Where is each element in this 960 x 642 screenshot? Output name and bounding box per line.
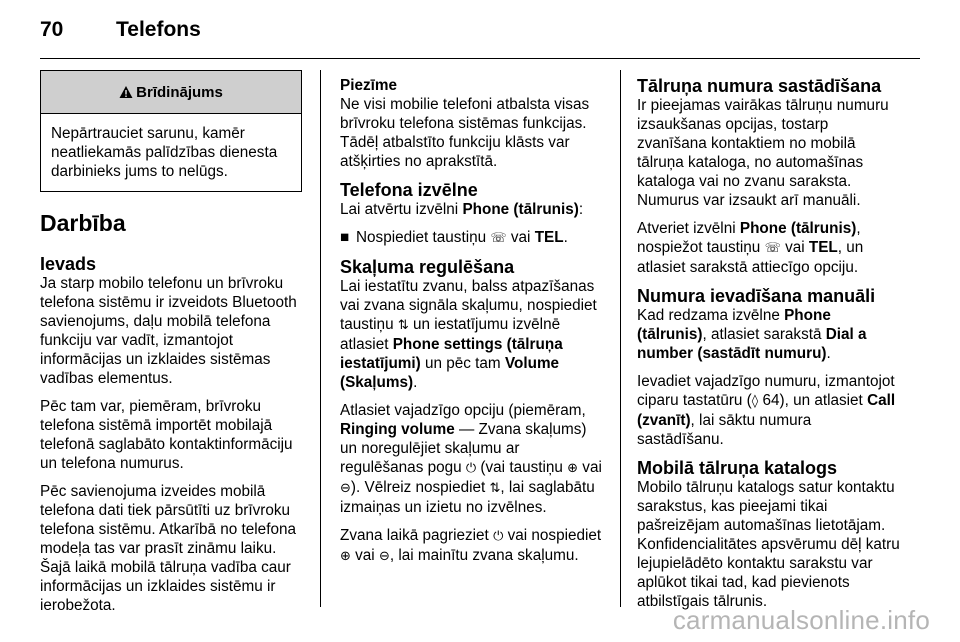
menu-key-icon: ⇅ <box>489 481 501 496</box>
column-2 <box>340 76 604 575</box>
volume-down-icon: ⊖ <box>340 481 351 496</box>
subheading-phone-menu: Telefona izvēlne <box>340 180 478 200</box>
volume-up-icon: ⊕ <box>340 549 351 564</box>
paragraph-manual-2: Ievadiet vajadzīgo numuru, izmantojot ciparu tastatūru (◊ 64), un atlasiet Call (zvanīt), lai sāktu numura sastādīšanu. <box>637 373 896 448</box>
subheading-phone-catalog: Mobilā tālruņa katalogs <box>637 458 838 478</box>
column-divider-1 <box>320 70 321 607</box>
paragraph-dialing-1: Ir pieejamas vairākas tālruņu numuru izsaukšanas opcijas, tostarp zvanīšana kontaktiem no mobilā tālruņa kataloga, no automašīnas kataloga vai no zvanu saraksta. Numurus var izsaukt arī manuāli. <box>637 97 889 209</box>
subheading-intro: Ievads <box>40 254 97 274</box>
warning-body: Nepārtrauciet sarunu, kamēr neatliekamās palīdzības dienesta darbinieks jums to nelūgs. <box>51 125 278 180</box>
knob-icon: ⏻ <box>465 461 477 476</box>
paragraph-menu: Lai atvērtu izvēlni Phone (tālrunis): <box>340 201 584 218</box>
subheading-volume: Skaļuma regulēšana <box>340 257 515 277</box>
paragraph-intro-1: Ja starp mobilo telefonu un brīvroku telefona sistēmu ir izveidots Bluetooth savienojums, daļu mobilā telefona funkciju var vadīt, izmantojot informācijas un izklaides sistēmas vadības elementus. <box>40 275 297 387</box>
subheading-manual-entry: Numura ievadīšana manuāli <box>637 286 876 306</box>
page-number: 70 <box>40 18 64 41</box>
volume-down-icon: ⊖ <box>378 549 390 564</box>
bullet-item-open-menu: ■ Nospiediet taustiņu ☏ vai TEL. <box>340 229 568 246</box>
section-heading-operation: Darbība <box>40 210 126 236</box>
phone-key-icon: ☏ <box>764 241 781 256</box>
paragraph-volume-1: Lai iestatītu zvanu, balss atpazīšanas vai zvana signāla skaļumu, nospiediet taustiņu ⇅ un iestatījumu izvēlnē atlasiet Phone settings (tālruņa iestatījumi) un pēc tam Volume (Skaļums). <box>340 278 597 391</box>
warning-box <box>40 70 302 192</box>
paragraph-intro-2: Pēc tam var, piemēram, brīvroku telefona sistēmā importēt mobilajā telefonā saglabāto kontaktinformāciju un telefona numurus. <box>40 398 293 472</box>
subheading-dialing: Tālruņa numura sastādīšana <box>637 76 882 96</box>
warning-header <box>41 71 301 114</box>
paragraph-dialing-2: Atveriet izvēlni Phone (tālrunis), nospiežot taustiņu ☏ vai TEL, un atlasiet sarakstā attiecīgo opciju. <box>637 220 864 276</box>
bullet-icon: ■ <box>340 229 350 246</box>
reference-arrow-icon: ◊ <box>751 394 759 409</box>
paragraph-volume-3: Zvana laikā pagrieziet ⏻ vai nospiediet ⊕ vai ⊖, lai mainītu zvana skaļumu. <box>340 527 602 564</box>
menu-key-icon: ⇅ <box>397 318 409 333</box>
volume-up-icon: ⊕ <box>567 461 579 476</box>
phone-key-icon: ☏ <box>490 231 507 246</box>
paragraph-manual-1: Kad redzama izvēlne Phone (tālrunis), atlasiet sarakstā Dial a number (sastādīt numuru). <box>637 307 867 362</box>
page-header <box>40 18 201 42</box>
header-rule <box>40 58 920 59</box>
page-title: Telefons <box>116 18 201 41</box>
column-3 <box>637 76 901 620</box>
warning-triangle-icon <box>119 85 133 99</box>
paragraph-intro-3: Pēc savienojuma izveides mobilā telefona dati tiek pārsūtīti uz brīvroku telefona sistēmu. Atkarībā no telefona modeļa tas var prasīt zināmu laiku. Šajā laikā mobilā tālruņa vadība caur informācijas un izklaides sistēmu ir ierobežota. <box>40 483 296 614</box>
warning-title: Brīdinājums <box>136 83 223 101</box>
column-1 <box>40 70 304 624</box>
column-divider-2 <box>620 70 621 607</box>
note-body: Ne visi mobilie telefoni atbalsta visas brīvroku telefona sistēmas funkcijas. Tādēļ atbalstīto funkciju klāsts var atšķirties no aprakstītā. <box>340 96 590 170</box>
paragraph-catalog: Mobilo tālruņu katalogs satur kontaktu sarakstus, kas pieejami tikai pašreizējam automašīnas lietotājam. Konfidencialitātes apsvērumu dēļ katru lejupielādēto kontaktu sarakstu var aplūkot tikai tad, kad pievienots atbilstīgais tālrunis. <box>637 479 900 610</box>
note-title: Piezīme <box>340 77 397 94</box>
knob-icon: ⏻ <box>493 529 504 544</box>
watermark: carmanualsonline.info <box>672 605 930 635</box>
paragraph-volume-2: Atlasiet vajadzīgo opciju (piemēram, Ringing volume — Zvana skaļums) un noregulējiet skaļumu ar regulēšanas pogu ⏻ (vai taustiņu ⊕ vai ⊖). Vēlreiz nospiediet ⇅, lai saglabātu izmaiņas un izietu no izvēlnes. <box>340 402 602 516</box>
